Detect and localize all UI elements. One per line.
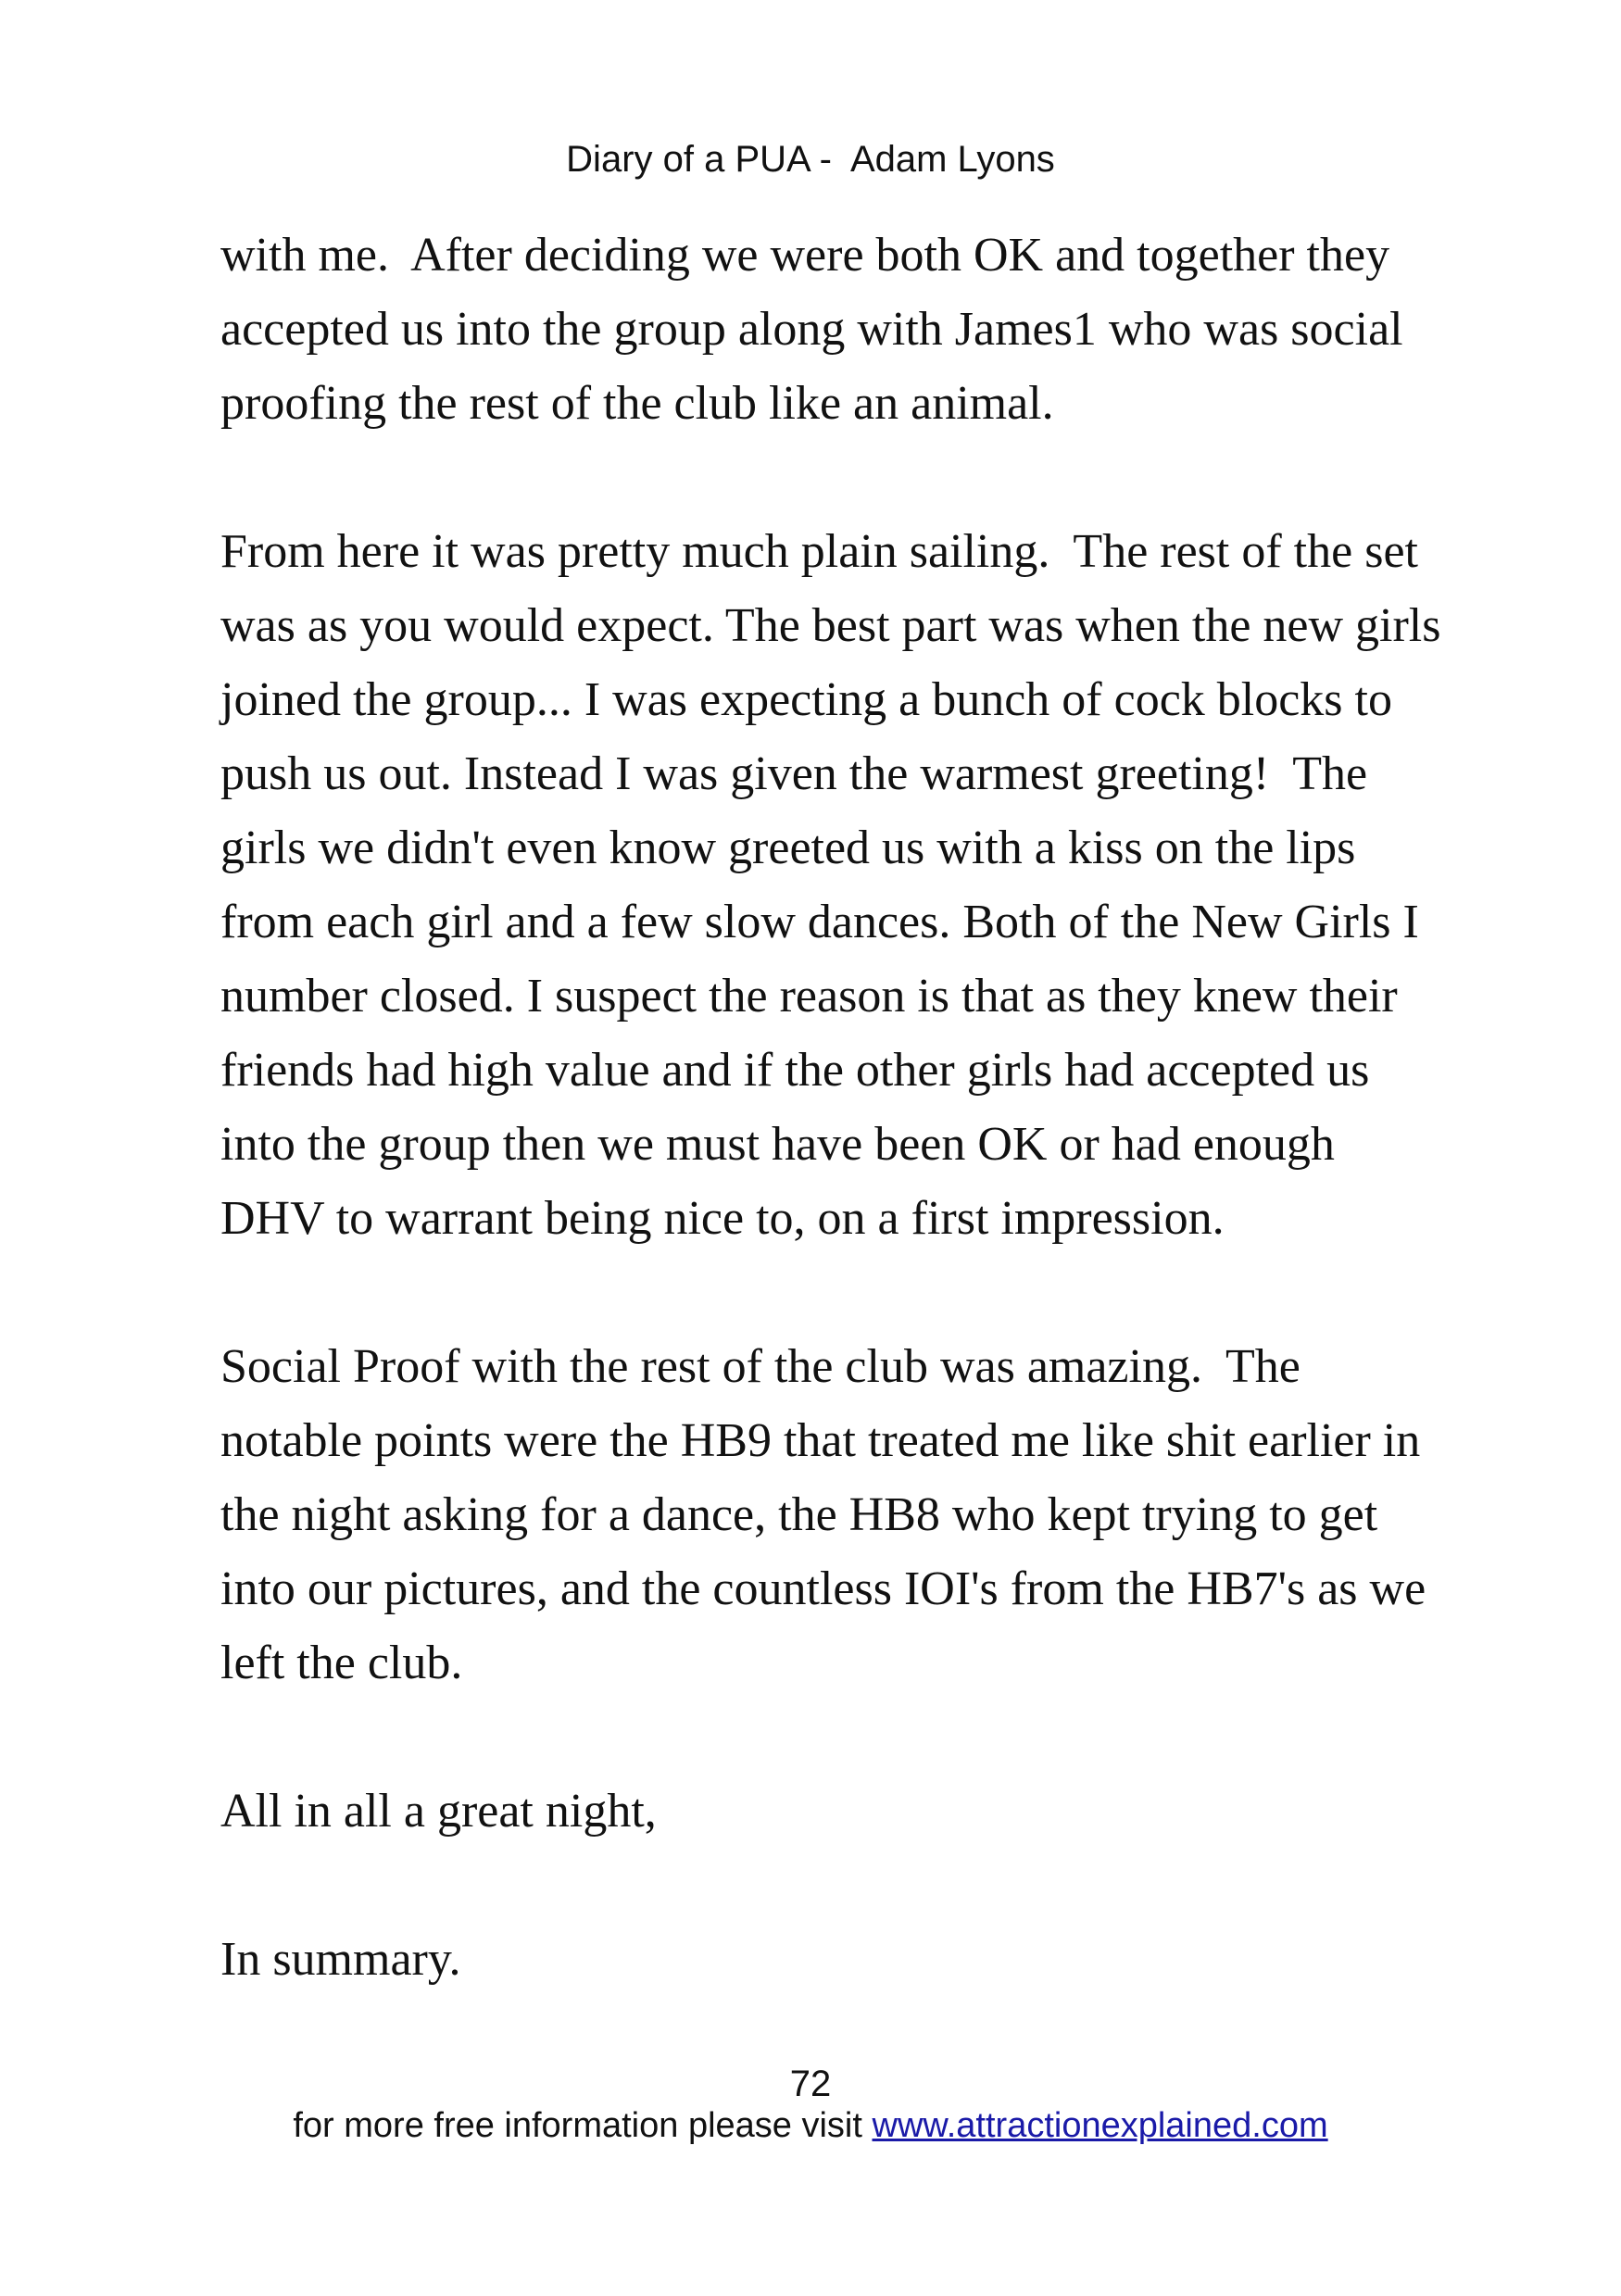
text-line: the night asking for a dance, the HB8 who kept trying to get	[220, 1488, 1378, 1541]
text-line: push us out. Instead I was given the warmest greeting! The	[220, 747, 1368, 800]
text-line: with me. After deciding we were both OK and together they	[220, 229, 1390, 282]
text-line: friends had high value and if the other girls had accepted us	[220, 1044, 1370, 1097]
text-line: girls we didn't even know greeted us with a kiss on the lips	[220, 822, 1356, 874]
footer	[0, 2104, 1621, 2147]
text-line: accepted us into the group along with James1 who was social	[220, 303, 1403, 356]
paragraph-4	[220, 1775, 1462, 1849]
text-line: into the group then we must have been OK or had enough	[220, 1118, 1335, 1171]
text-line: All in all a great night,	[220, 1785, 657, 1838]
paragraph-2	[220, 515, 1462, 1256]
paragraph-5	[220, 1923, 1462, 1997]
paragraph-1	[220, 219, 1462, 441]
website-link[interactable]: www.attractionexplained.com	[872, 2106, 1328, 2145]
page-number: 72	[789, 2064, 832, 2104]
text-line: In summary.	[220, 1933, 461, 1986]
text-line: Social Proof with the rest of the club was amazing. The	[220, 1340, 1301, 1393]
running-header: Diary of a PUA - Adam Lyons	[566, 139, 1055, 180]
text-line: from each girl and a few slow dances. Both of the New Girls I	[220, 896, 1419, 948]
text-line: notable points were the HB9 that treated me like shit earlier in	[220, 1414, 1421, 1467]
footer-text: for more free information please visit	[293, 2106, 873, 2145]
text-line: was as you would expect. The best part was when the new girls	[220, 599, 1441, 652]
text-line: number closed. I suspect the reason is that as they knew their	[220, 970, 1398, 1023]
paragraph-3	[220, 1330, 1462, 1700]
text-line: into our pictures, and the countless IOI's from the HB7's as we	[220, 1562, 1426, 1615]
body-text	[220, 219, 1462, 2071]
text-line: proofing the rest of the club like an animal.	[220, 377, 1054, 430]
text-line: From here it was pretty much plain sailing. The rest of the set	[220, 525, 1418, 578]
text-line: DHV to warrant being nice to, on a first impression.	[220, 1192, 1225, 1245]
text-line: left the club.	[220, 1637, 463, 1689]
text-line: joined the group... I was expecting a bunch of cock blocks to	[220, 673, 1392, 726]
